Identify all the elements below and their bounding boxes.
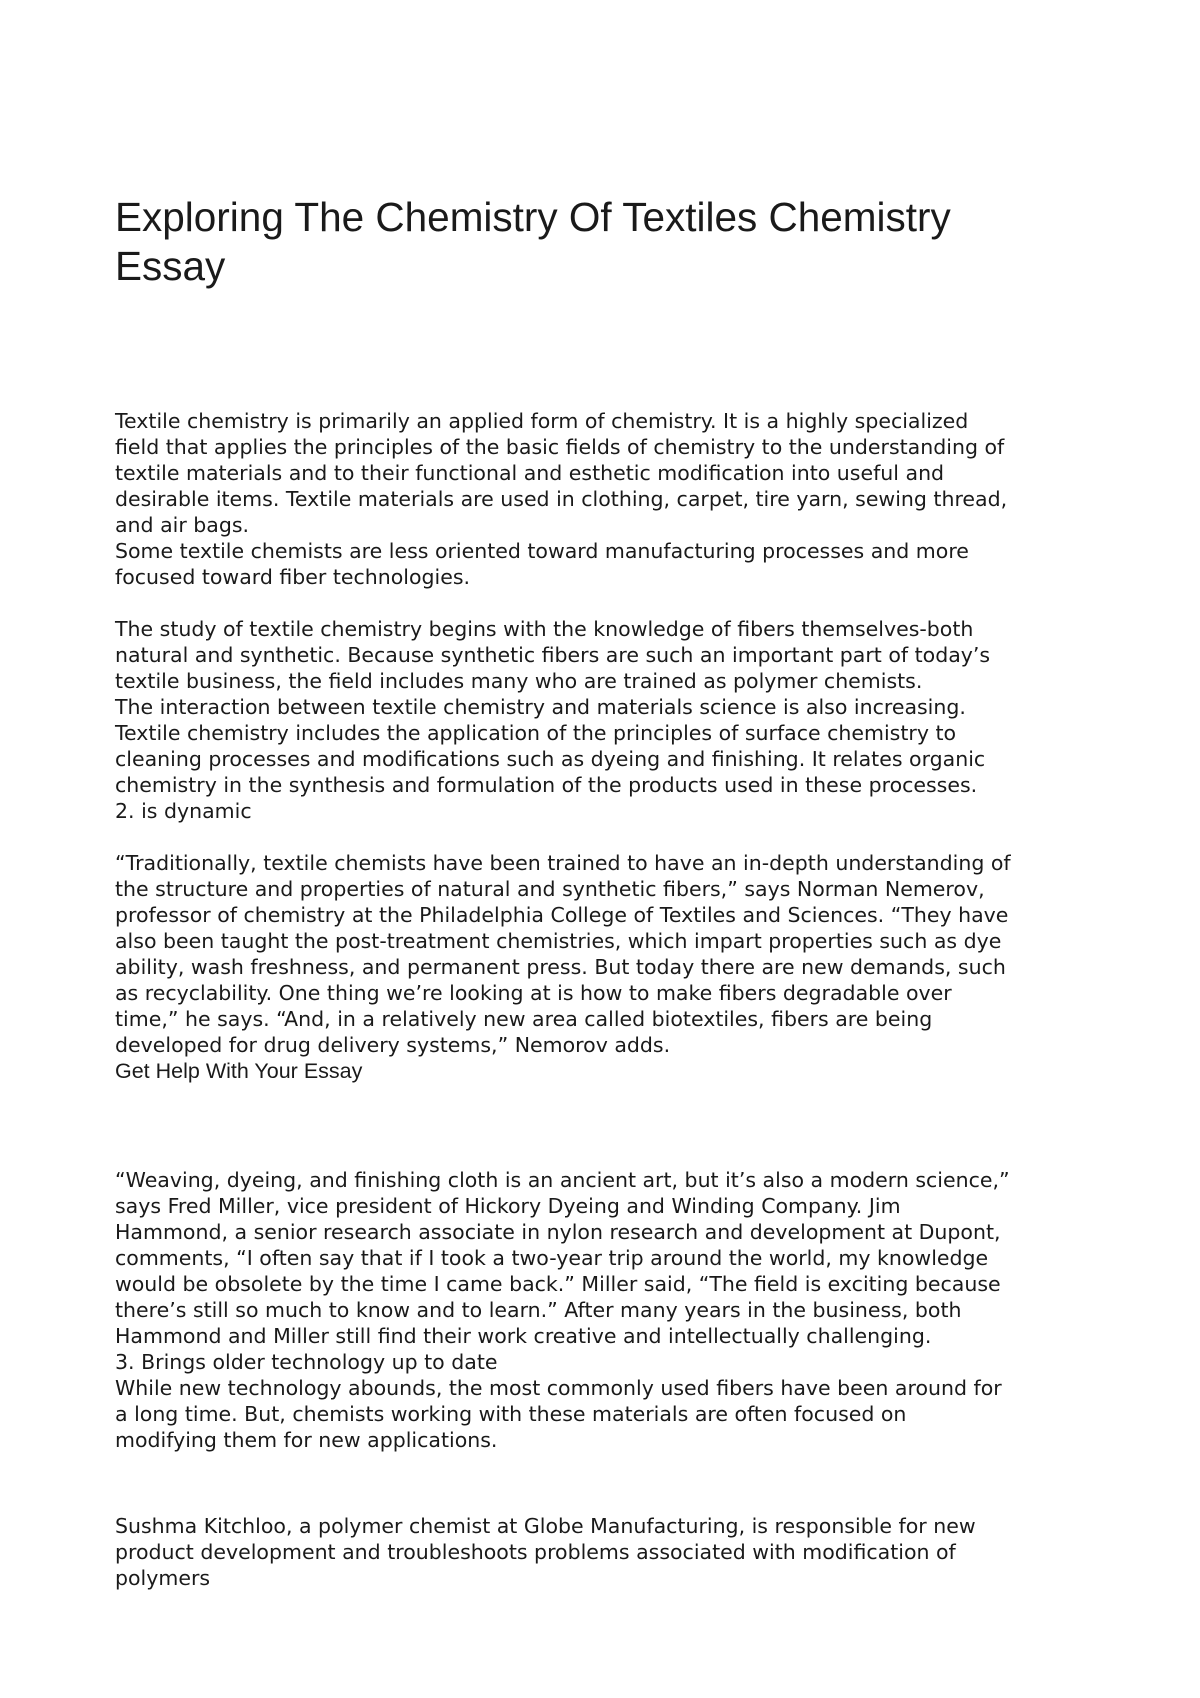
text-line: the structure and properties of natural and synthetic fibers,” says Norman Nemerov, [115, 877, 985, 901]
document-title [115, 193, 1095, 291]
text-line: ability, wash freshness, and permanent press. But today there are new demands, such [115, 955, 1006, 979]
text-line: Hammond and Miller still find their work creative and intellectually challenging. [115, 1324, 932, 1348]
text-line: focused toward fiber technologies. [115, 565, 471, 589]
text-line: cleaning processes and modifications such as dyeing and finishing. It relates organic [115, 747, 986, 771]
text-line: a long time. But, chemists working with these materials are often focused on [115, 1402, 907, 1426]
text-line: “Weaving, dyeing, and finishing cloth is an ancient art, but it’s also a modern science,” [115, 1168, 1010, 1192]
text-line: as recyclability. One thing we’re looking at is how to make fibers degradable over [115, 981, 952, 1005]
text-line: and air bags. [115, 513, 250, 537]
paragraph-fiber-study [115, 616, 1105, 824]
text-line: field that applies the principles of the basic fields of chemistry to the understanding of [115, 435, 1005, 459]
text-line: modifying them for new applications. [115, 1428, 498, 1452]
text-line: The interaction between textile chemistry and materials science is also increasing. [115, 695, 966, 719]
text-line: would be obsolete by the time I came back.” Miller said, “The field is exciting because [115, 1272, 1001, 1296]
text-line: developed for drug delivery systems,” Nemorov adds. [115, 1033, 671, 1057]
section-heading: 2. is dynamic [115, 799, 252, 823]
text-line: says Fred Miller, vice president of Hickory Dyeing and Winding Company. Jim [115, 1194, 901, 1218]
text-line: time,” he says. “And, in a relatively new area called biotextiles, fibers are being [115, 1007, 933, 1031]
text-line: Sushma Kitchloo, a polymer chemist at Globe Manufacturing, is responsible for new [115, 1514, 976, 1538]
paragraph-kitchloo [115, 1513, 1105, 1591]
text-line: also been taught the post-treatment chemistries, which impart properties such as dye [115, 929, 1002, 953]
paragraph-intro [115, 408, 1105, 590]
text-line: Hammond, a senior research associate in nylon research and development at Dupont, [115, 1220, 1001, 1244]
paragraph-quote-nemerov [115, 850, 1105, 1084]
text-line: chemistry in the synthesis and formulation of the products used in these processes. [115, 773, 978, 797]
text-line: polymers [115, 1566, 211, 1590]
get-help-link[interactable]: Get Help With Your Essay [115, 1059, 363, 1083]
text-line: there’s still so much to know and to learn.” After many years in the business, both [115, 1298, 962, 1322]
text-line: natural and synthetic. Because synthetic fibers are such an important part of today’s [115, 643, 991, 667]
text-line: Textile chemistry is primarily an applied form of chemistry. It is a highly specialized [115, 409, 969, 433]
text-line: comments, “I often say that if I took a two-year trip around the world, my knowledge [115, 1246, 989, 1270]
title-line: Exploring The Chemistry Of Textiles Chemistry [115, 194, 951, 240]
title-line: Essay [115, 243, 226, 289]
text-line: While new technology abounds, the most commonly used fibers have been around for [115, 1376, 1002, 1400]
text-line: Textile chemistry includes the application of the principles of surface chemistry to [115, 721, 957, 745]
text-line: “Traditionally, textile chemists have been trained to have an in-depth understanding of [115, 851, 1011, 875]
text-line: professor of chemistry at the Philadelphia College of Textiles and Sciences. “They have [115, 903, 1009, 927]
text-line: product development and troubleshoots problems associated with modification of [115, 1540, 956, 1564]
paragraph-quote-miller [115, 1167, 1105, 1453]
text-line: desirable items. Textile materials are used in clothing, carpet, tire yarn, sewing thread, [115, 487, 1008, 511]
text-line: textile materials and to their functional and esthetic modification into useful and [115, 461, 945, 485]
text-line: The study of textile chemistry begins with the knowledge of fibers themselves-both [115, 617, 974, 641]
text-line: Some textile chemists are less oriented toward manufacturing processes and more [115, 539, 969, 563]
text-line: textile business, the field includes many who are trained as polymer chemists. [115, 669, 923, 693]
section-heading: 3. Brings older technology up to date [115, 1350, 498, 1374]
